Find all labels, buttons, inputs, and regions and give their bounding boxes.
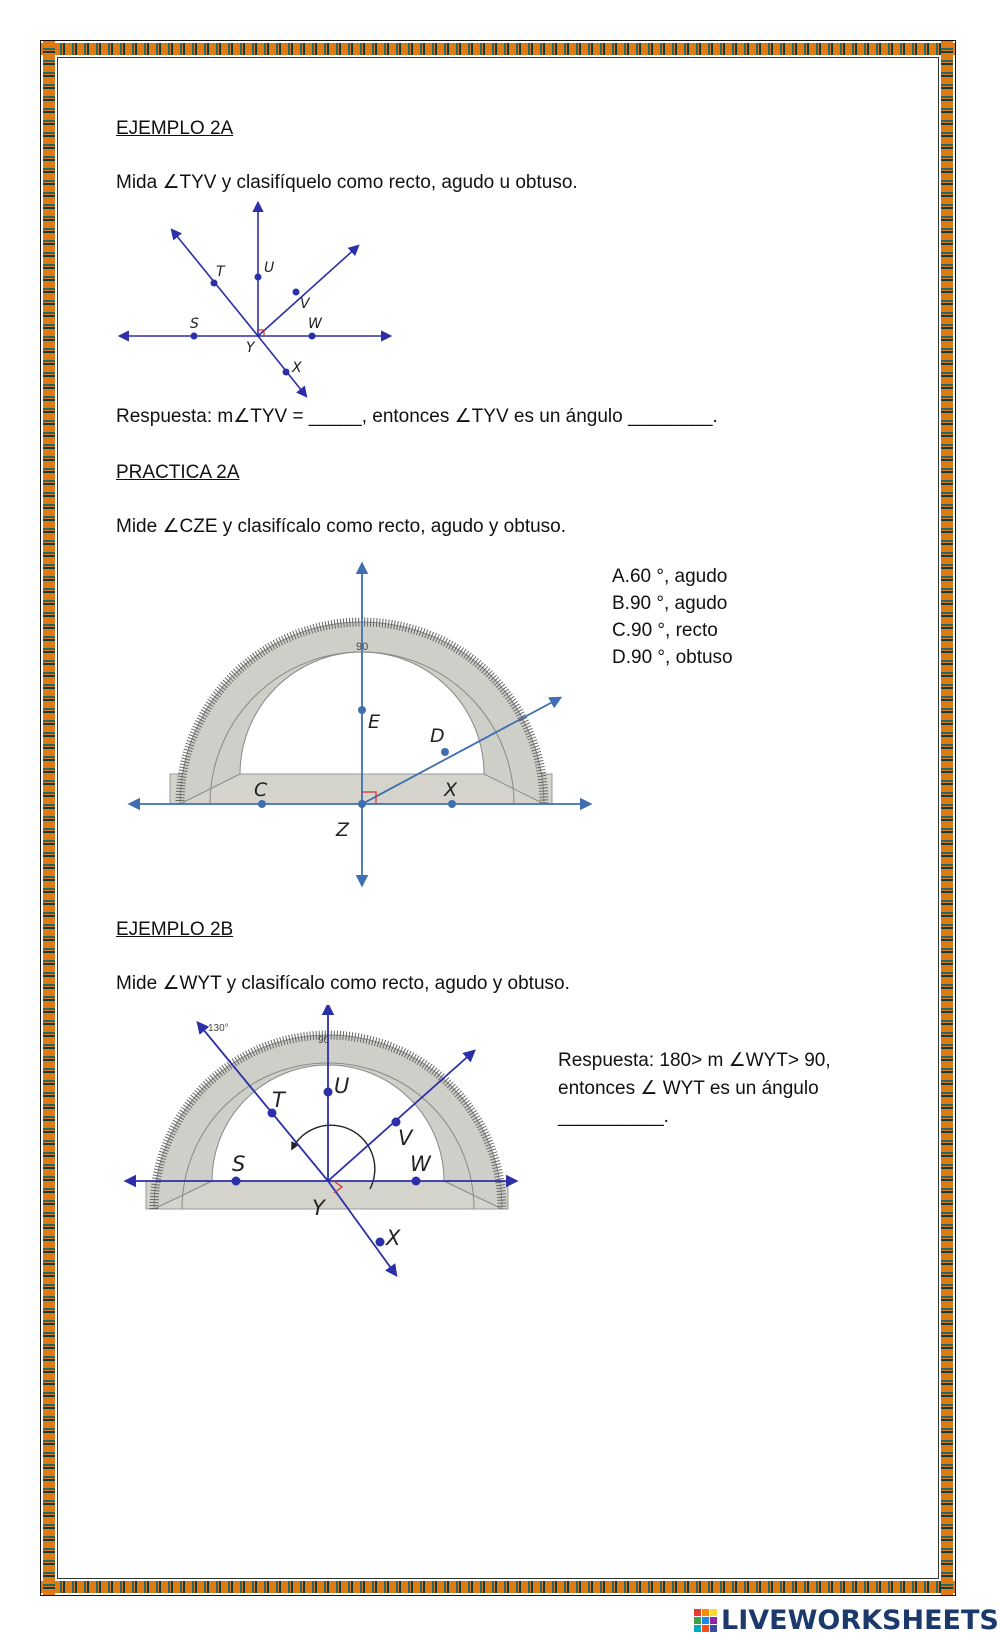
option-d[interactable]: D.90 °, obtuso	[612, 647, 733, 668]
point-d	[441, 748, 449, 756]
example-2b-answer-2: entonces ∠ WYT es un ángulo	[558, 1078, 819, 1099]
point-z	[358, 800, 366, 808]
label-z: Z	[336, 819, 350, 841]
border-right	[941, 41, 953, 1595]
option-b[interactable]: B.90 °, agudo	[612, 593, 728, 614]
example-2b-protractor	[120, 1005, 540, 1305]
example-2b-answer-1: Respuesta: 180> m ∠WYT> 90,	[558, 1050, 831, 1071]
practice-2a-instruction: Mide ∠CZE y clasifícalo como recto, agudo y obtuso.	[116, 516, 567, 537]
point-u	[255, 274, 262, 281]
point-s-2	[232, 1177, 241, 1186]
border-bottom	[41, 1581, 955, 1593]
border-left	[43, 41, 55, 1595]
point-e	[358, 706, 366, 714]
label-d: D	[430, 725, 445, 747]
border-top	[41, 43, 955, 55]
label-w: W	[308, 316, 322, 332]
practice-2a-protractor	[120, 560, 600, 890]
logo-grid-icon	[694, 1609, 717, 1632]
protractor-label-90-2: 90	[318, 1035, 330, 1046]
example-2a-diagram	[110, 200, 410, 400]
example-2b-instruction: Mide ∠WYT y clasifícalo como recto, agudo y obtuso.	[116, 973, 570, 994]
example-2b-heading: EJEMPLO 2B	[116, 919, 234, 940]
point-w-2	[412, 1177, 421, 1186]
label-s: S	[190, 316, 199, 332]
example-2a-answer: Respuesta: m∠TYV = _____, entonces ∠TYV es un ángulo ________.	[116, 406, 718, 427]
point-s	[191, 333, 198, 340]
label-e: E	[368, 711, 381, 733]
practice-2a-heading: PRACTICA 2A	[116, 462, 240, 483]
point-w	[309, 333, 316, 340]
logo-text: LIVEWORKSHEETS	[721, 1604, 999, 1636]
point-x-2	[376, 1238, 385, 1247]
point-u-2	[324, 1088, 333, 1097]
label-s-2: S	[232, 1152, 246, 1176]
point-x2	[448, 800, 456, 808]
protractor-label-90: 90	[356, 641, 369, 653]
label-u-2: U	[334, 1074, 350, 1098]
example-2a-instruction: Mida ∠TYV y clasifíquelo como recto, agudo u obtuso.	[116, 172, 578, 193]
label-x: X	[292, 360, 302, 376]
label-y-2: Y	[312, 1196, 325, 1220]
point-v	[293, 289, 300, 296]
label-x2: X	[444, 779, 458, 801]
label-v-2: V	[398, 1126, 413, 1150]
label-t: T	[216, 264, 225, 280]
angle-arc-arrow	[292, 1125, 375, 1189]
label-y: Y	[246, 340, 255, 356]
label-u: U	[264, 260, 275, 276]
angle-label-130: 130°	[208, 1023, 229, 1034]
example-2b-answer-3: __________.	[558, 1106, 669, 1127]
liveworksheets-logo[interactable]	[694, 1604, 999, 1636]
label-v: V	[300, 296, 310, 312]
point-x	[283, 369, 290, 376]
example-2a-heading: EJEMPLO 2A	[116, 118, 234, 139]
label-c: C	[254, 779, 268, 801]
label-x-2: X	[386, 1226, 401, 1250]
point-c	[258, 800, 266, 808]
label-t-2: T	[272, 1088, 285, 1112]
option-a[interactable]: A.60 °, agudo	[612, 566, 728, 587]
option-c[interactable]: C.90 °, recto	[612, 620, 718, 641]
label-w-2: W	[410, 1152, 431, 1176]
point-t	[211, 280, 218, 287]
